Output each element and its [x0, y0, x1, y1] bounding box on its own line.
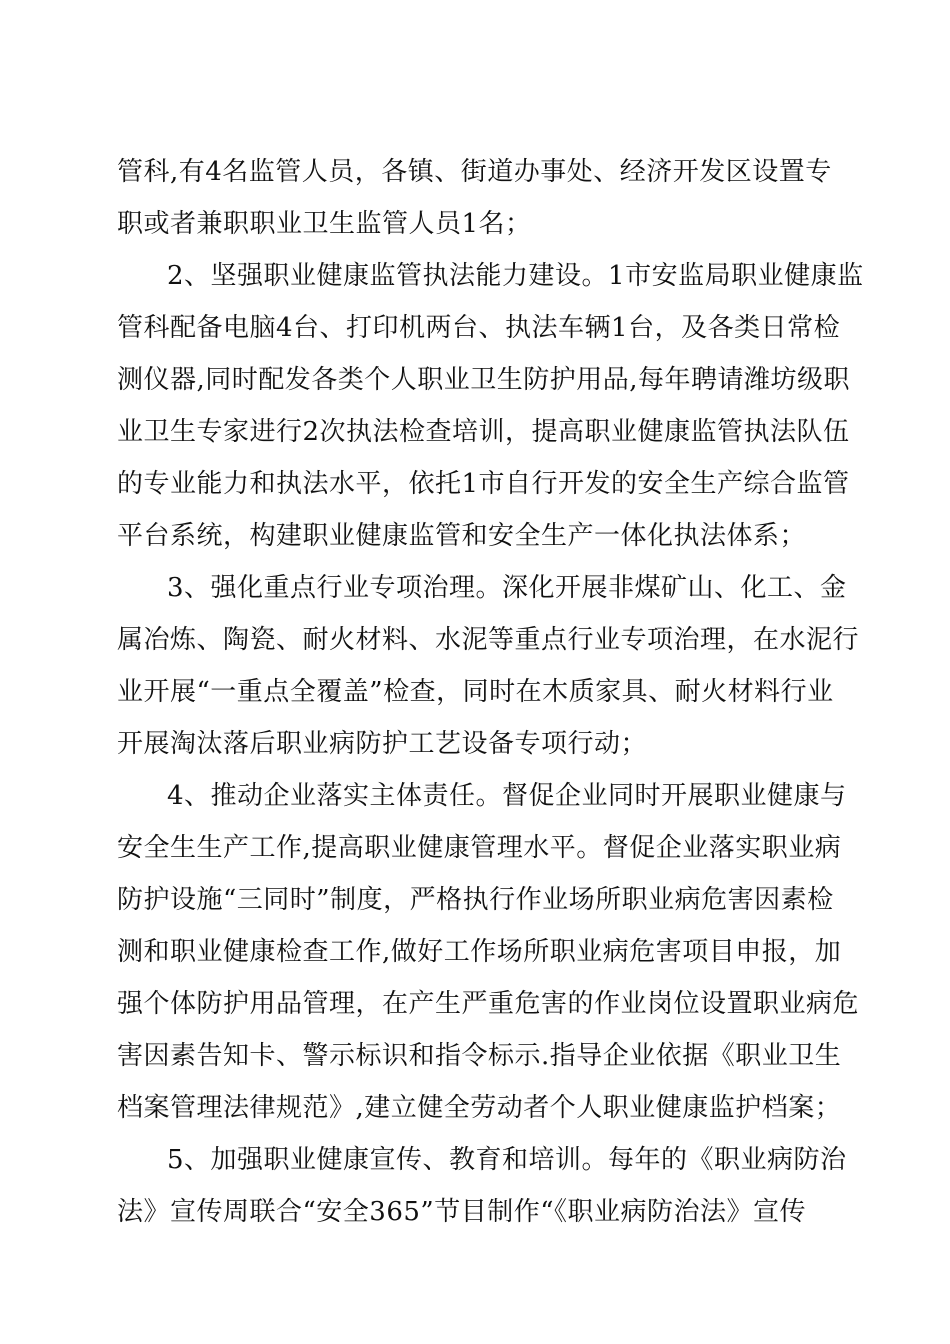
text-line: 属冶炼、陶瓷、耐火材料、水泥等重点行业专项治理，在水泥行	[117, 625, 860, 655]
text-line: 管科,有4名监管人员，各镇、街道办事处、经济开发区设置专	[117, 157, 832, 187]
paragraph-start-line: 2、坚强职业健康监管执法能力建设。1市安监局职业健康监	[167, 261, 864, 291]
text-line: 害因素告知卡、警示标识和指令标示.指导企业依据《职业卫生	[117, 1041, 842, 1071]
text-line: 法》宣传周联合“安全365”节目制作“《职业病防治法》宣传	[117, 1197, 807, 1227]
text-line: 业开展“一重点全覆盖”检查，同时在木质家具、耐火材料行业	[117, 677, 834, 707]
text-line: 档案管理法律规范》,建立健全劳动者个人职业健康监护档案；	[117, 1093, 842, 1123]
text-line: 开展淘汰落后职业病防护工艺设备专项行动；	[117, 729, 648, 759]
text-line: 管科配备电脑4台、打印机两台、执法车辆1台，及各类日常检	[117, 313, 841, 343]
text-line: 防护设施“三同时”制度，严格执行作业场所职业病危害因素检	[117, 885, 834, 915]
paragraph-start-line: 3、强化重点行业专项治理。深化开展非煤矿山、化工、金	[167, 573, 847, 603]
text-line: 的专业能力和执法水平，依托1市自行开发的安全生产综合监管	[117, 469, 850, 499]
text-line: 测仪器,同时配发各类个人职业卫生防护用品,每年聘请潍坊级职	[117, 365, 851, 395]
text-line: 强个体防护用品管理，在产生严重危害的作业岗位设置职业病危	[117, 989, 860, 1019]
text-line: 职或者兼职职业卫生监管人员1名；	[117, 209, 532, 239]
text-line: 安全生生产工作,提高职业健康管理水平。督促企业落实职业病	[117, 833, 842, 863]
text-line: 测和职业健康检查工作,做好工作场所职业病危害项目申报，加	[117, 937, 842, 967]
text-line: 业卫生专家进行2次执法检查培训，提高职业健康监管执法队伍	[117, 417, 850, 447]
paragraph-start-line: 5、加强职业健康宣传、教育和培训。每年的《职业病防治	[167, 1145, 847, 1175]
text-line: 平台系统，构建职业健康监管和安全生产一体化执法体系；	[117, 521, 807, 551]
paragraph-start-line: 4、推动企业落实主体责任。督促企业同时开展职业健康与	[167, 781, 847, 811]
